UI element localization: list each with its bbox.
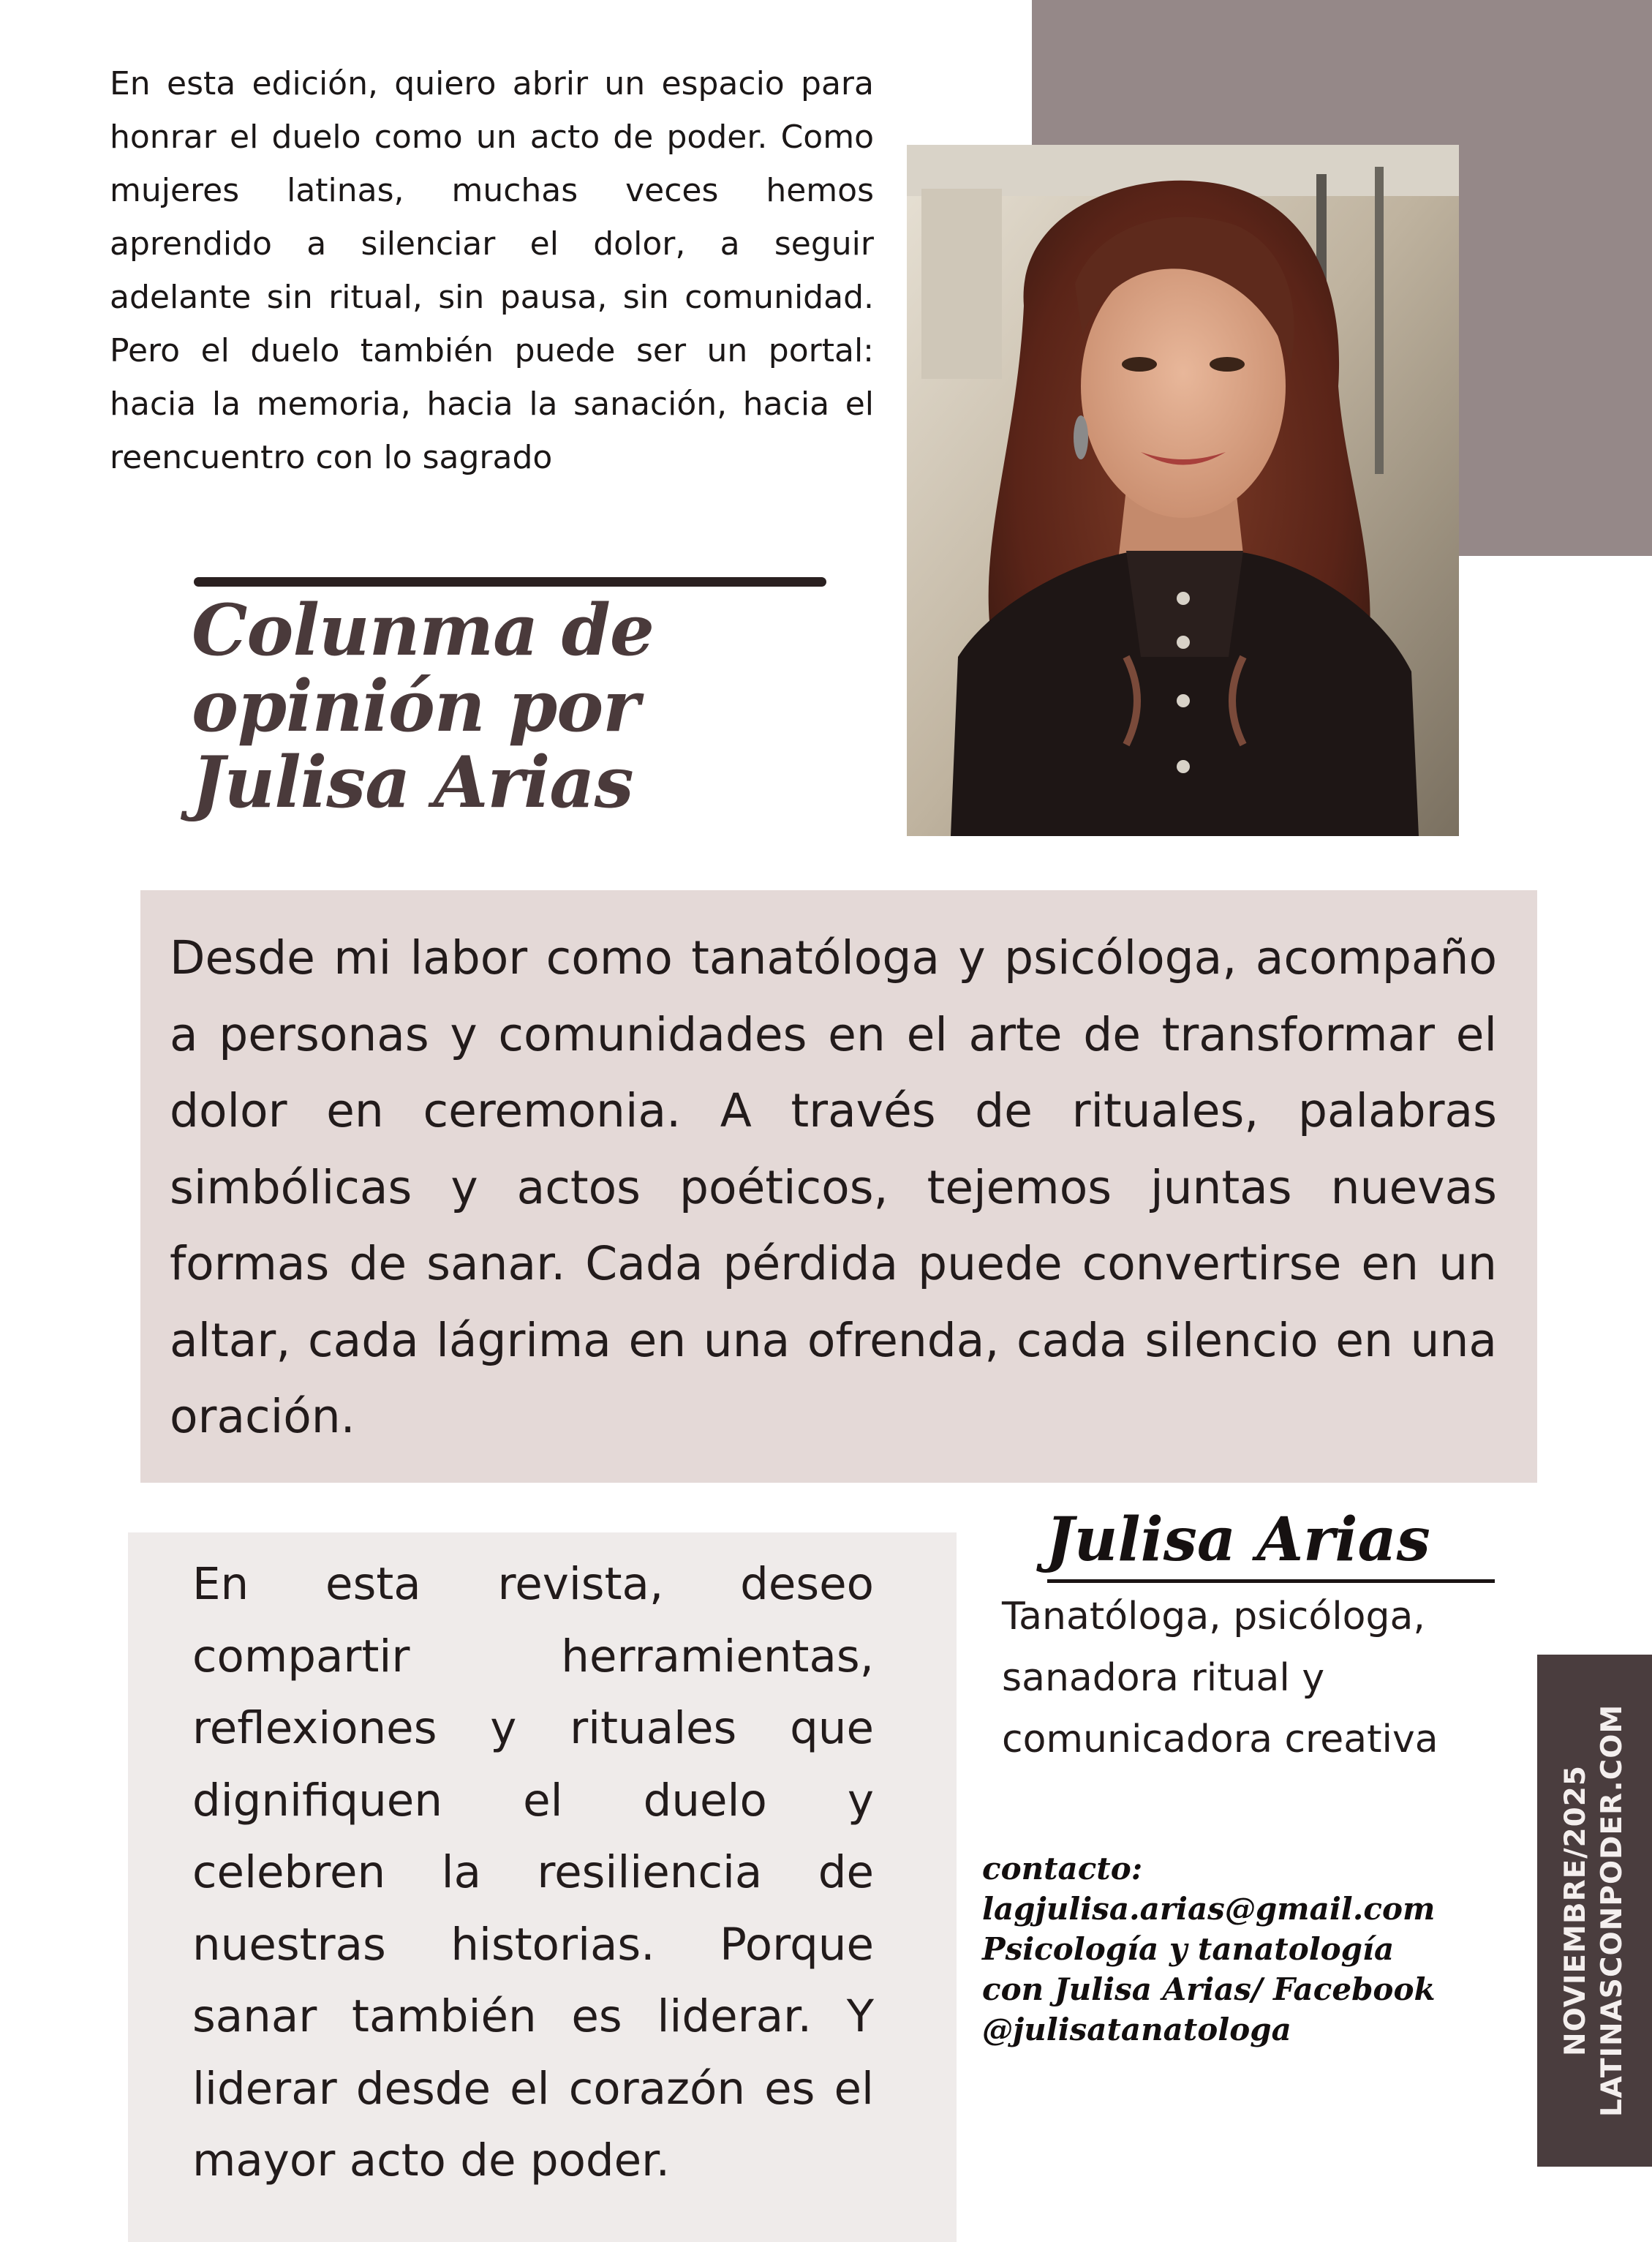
title-divider [194,577,826,587]
website-link[interactable]: LATINASCONPODER.COM [1596,1704,1629,2118]
contact-label: contacto: [982,1851,1143,1886]
contact-email-link[interactable]: lagjulisa.arias@gmail.com [982,1891,1436,1927]
signature-role-line-2: sanadora ritual y [1002,1656,1325,1700]
intro-paragraph: En esta edición, quiero abrir un espacio para honrar el duelo como un acto de poder. Como mujeres latinas, muchas veces hemos aprendido a silenciar el dolor, a seguir adelante sin ritual, sin pausa, sin comunidad. Pero el duelo también puede ser un portal: hacia la memoria, hacia la sanación, hacia el reencuentro con lo sagrado [110,65,874,476]
column-title [192,589,850,824]
signature-role-line-3: comunicadora creativa [1002,1718,1438,1761]
column-title-line-1: Colunma de [192,589,654,672]
edition-date: NOVIEMBRE/2025 [1559,1764,1592,2057]
signature-name: Julisa Arias [1046,1505,1430,1575]
signature-divider [1047,1579,1495,1583]
contact-facebook-line-1: Psicología y tanatología [982,1931,1395,1967]
contact-block [982,1848,1538,2050]
author-photo [907,145,1459,836]
closing-paragraph: En esta revista, deseo compartir herramientas, reflexiones y rituales que dignifiquen el duelo y celebren la resiliencia de nuestras historias. Porque sanar también es liderar. Y liderar desde el corazón es el mayor acto de poder. [192,1558,874,2186]
column-title-line-3: Julisa Arias [192,741,633,824]
column-title-line-2: opinión por [192,665,639,748]
signature-role-line-1: Tanatóloga, psicóloga, [1002,1595,1425,1639]
contact-facebook-line-2: con Julisa Arias/ Facebook [982,1971,1436,2007]
highlight-paragraph: Desde mi labor como tanatóloga y psicóloga, acompaño a personas y comunidades en el arte de transformar el dolor en ceremonia. A través de rituales, palabras simbólicas y actos poéticos, tejemos juntas nuevas formas de sanar. Cada pérdida puede convertirse en un altar, cada lágrima en una ofrenda, cada silencio en una oración. [170,931,1497,1443]
contact-handle-link[interactable]: @julisatanatologa [982,2012,1291,2047]
signature-role [1002,1586,1514,1770]
